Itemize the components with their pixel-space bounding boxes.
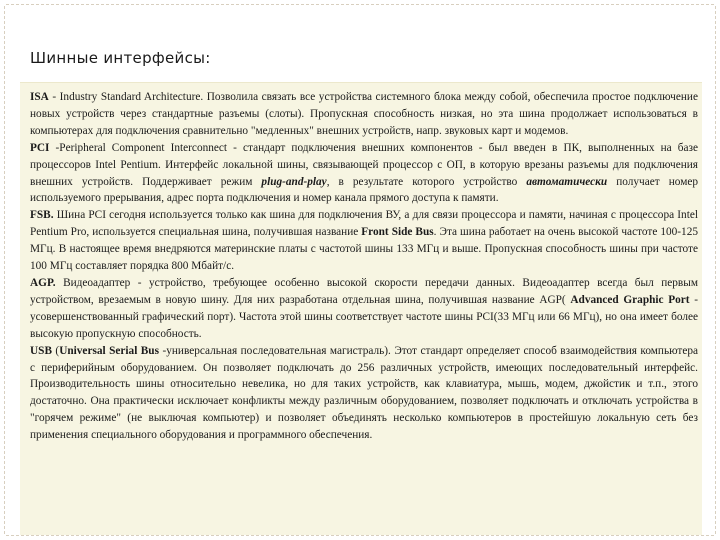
text-segment: -универсальная последовательная магистраль). Этот стандарт определяет способ взаимодействия компьютера с периферийным оборудованием. Он позволяет подключать до 256 различных устройств, имеющих последовательный интерфейс. Производительность шины относительно невелика, но для таких устройств, как клавиатура, мышь, модем, джойстик и т.п., этого достаточно. Она практически исключает конфликты между различным оборудованием, позволяет подключать и отключать устройства в "горячем режиме" (не выключая компьютер) и позволяет объединять несколько компьютеров в простейшую локальную сеть без применения специального оборудования и программного обеспечения.	[30, 344, 698, 442]
text-segment: , в результате которого устройство	[326, 175, 527, 188]
text-segment: Видеоадаптер - устройство, требующее особенно высокой скорости передачи данных. Видеоадаптер всегда был первым устройством, врезаемым в новую шину. Для них разработана отдельная шина, получившая название AGP(	[30, 276, 698, 306]
text-segment: PCI	[30, 141, 50, 154]
text-segment: - усовершенствованный графический порт). Частота этой шины соответствует частоте шины PCI(33 МГц или 66 МГц), но она имеет более высокую пропускную способность.	[30, 293, 699, 340]
text-segment: получает номер используемого прерывания, адрес порта подключения и номер канала прямого доступа к памяти.	[30, 175, 699, 205]
text-segment: Universal Serial Bus	[59, 344, 159, 357]
paragraph-pci	[30, 140, 698, 208]
text-segment: -Peripheral Component Interconnect - стандарт подключения внешних компонентов - был введен в ПК, выполненных на базе процессоров Intel Pentium. Интерфейс локальной шины, связывающей процессор с ОП, в которую врезаны разъемы для подключения внешних устройств. Поддерживает режим	[30, 141, 698, 188]
paragraph-usb	[30, 343, 698, 444]
paragraph-fsb	[30, 207, 698, 275]
paragraph-agp	[30, 275, 698, 343]
frame-border-right	[715, 6, 716, 534]
text-segment: Шина PCI сегодня используется только как шина для подключения ВУ, а для связи процессора и памяти, начиная с процессора Intel Pentium Pro, используется специальная шина, получившая название	[30, 209, 698, 239]
slide-title: Шинные интерфейсы:	[30, 49, 211, 67]
text-segment: (	[51, 344, 60, 357]
frame-border-left	[4, 6, 5, 534]
text-segment: Advanced Graphic Port	[570, 293, 690, 306]
text-segment: автоматически	[526, 175, 608, 188]
text-segment: ISA	[30, 91, 49, 103]
text-segment: Front Side Bus	[361, 226, 434, 239]
paragraph-isa	[30, 89, 698, 140]
text-segment: - Industry Standard Architecture. Позволила связать все устройства системного блока между собой, обеспечила простое подключение новых устройств через стандартные разъемы (слоты). Пропускная способность низкая, но эта шина продолжает использоваться в компьютерах для подключения сравнительно "медленных" внешних устройств, напр. звуковых карт и модемов.	[30, 91, 698, 137]
text-segment: USB	[30, 344, 52, 357]
body-text	[30, 89, 698, 444]
text-segment: FSB.	[30, 209, 54, 222]
text-segment: . Эта шина работает на очень высокой частоте 100-125 МГц. В настоящее время внедряются материнские платы с частотой шины 133 МГц и выше. Пропускная способность шины при частоте 100 МГц составляет порядка 800 Мбайт/с.	[30, 226, 698, 273]
text-segment: AGP.	[30, 276, 56, 289]
frame-border-bottom	[6, 535, 714, 536]
content-box	[20, 82, 702, 535]
text-segment: plug-and-play	[261, 175, 327, 188]
frame-border-top	[6, 4, 714, 13]
